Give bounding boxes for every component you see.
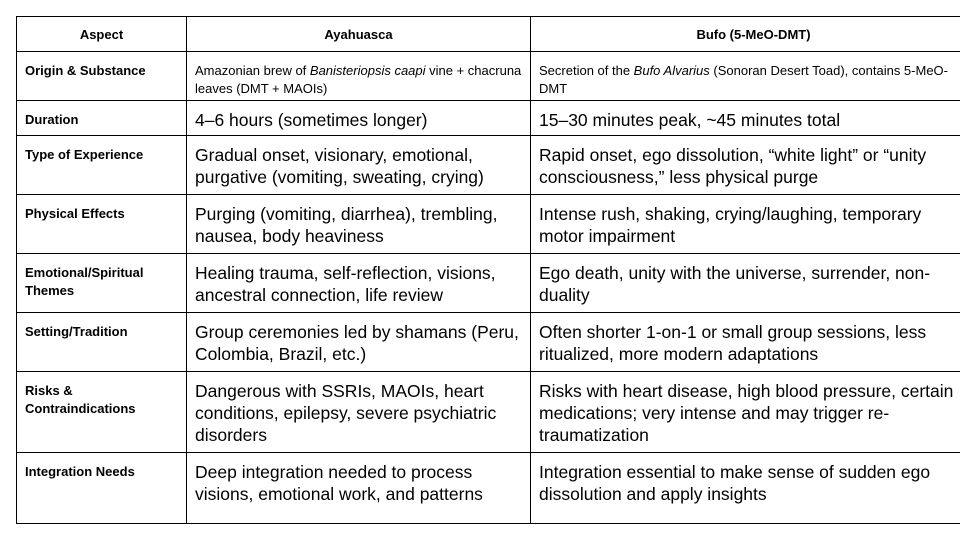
aspect-cell: Type of Experience xyxy=(17,136,187,195)
header-aspect: Aspect xyxy=(17,17,187,52)
bufo-cell: Rapid onset, ego dissolution, “white light” or “unity consciousness,” less physical purge xyxy=(531,136,960,195)
header-row xyxy=(17,17,960,52)
ayahuasca-cell: Deep integration needed to process visions, emotional work, and patterns xyxy=(187,453,531,524)
ayahuasca-cell: Healing trauma, self-reflection, visions, ancestral connection, life review xyxy=(187,254,531,313)
header-bufo: Bufo (5-MeO-DMT) xyxy=(531,17,960,52)
aspect-cell: Integration Needs xyxy=(17,453,187,524)
ayahuasca-cell: Dangerous with SSRIs, MAOIs, heart conditions, epilepsy, severe psychiatric disorders xyxy=(187,372,531,453)
bufo-cell: 15–30 minutes peak, ~45 minutes total xyxy=(531,101,960,136)
ayahuasca-cell: Gradual onset, visionary, emotional, purgative (vomiting, sweating, crying) xyxy=(187,136,531,195)
comparison-table xyxy=(16,16,960,524)
table-row xyxy=(17,313,960,372)
aspect-cell: Setting/Tradition xyxy=(17,313,187,372)
table-row xyxy=(17,453,960,524)
ayahuasca-cell: Group ceremonies led by shamans (Peru, Colombia, Brazil, etc.) xyxy=(187,313,531,372)
header-ayahuasca: Ayahuasca xyxy=(187,17,531,52)
bufo-cell: Often shorter 1-on-1 or small group sessions, less ritualized, more modern adaptations xyxy=(531,313,960,372)
table-row xyxy=(17,101,960,136)
bufo-cell: Intense rush, shaking, crying/laughing, temporary motor impairment xyxy=(531,195,960,254)
aspect-cell: Risks & Contraindications xyxy=(17,372,187,453)
table-row xyxy=(17,372,960,453)
bufo-cell: Risks with heart disease, high blood pressure, certain medications; very intense and may trigger re-traumatization xyxy=(531,372,960,453)
aspect-cell: Origin & Substance xyxy=(17,52,187,101)
aspect-cell: Emotional/Spiritual Themes xyxy=(17,254,187,313)
ayahuasca-cell: 4–6 hours (sometimes longer) xyxy=(187,101,531,136)
bufo-cell: Secretion of the Bufo Alvarius (Sonoran Desert Toad), contains 5-MeO-DMT xyxy=(531,52,960,101)
table-row xyxy=(17,52,960,101)
ayahuasca-cell: Purging (vomiting, diarrhea), trembling, nausea, body heaviness xyxy=(187,195,531,254)
table-row xyxy=(17,136,960,195)
aspect-cell: Duration xyxy=(17,101,187,136)
bufo-cell: Ego death, unity with the universe, surrender, non-duality xyxy=(531,254,960,313)
bufo-cell: Integration essential to make sense of sudden ego dissolution and apply insights xyxy=(531,453,960,524)
aspect-cell: Physical Effects xyxy=(17,195,187,254)
table-row xyxy=(17,254,960,313)
table-row xyxy=(17,195,960,254)
ayahuasca-cell: Amazonian brew of Banisteriopsis caapi vine + chacruna leaves (DMT + MAOIs) xyxy=(187,52,531,101)
